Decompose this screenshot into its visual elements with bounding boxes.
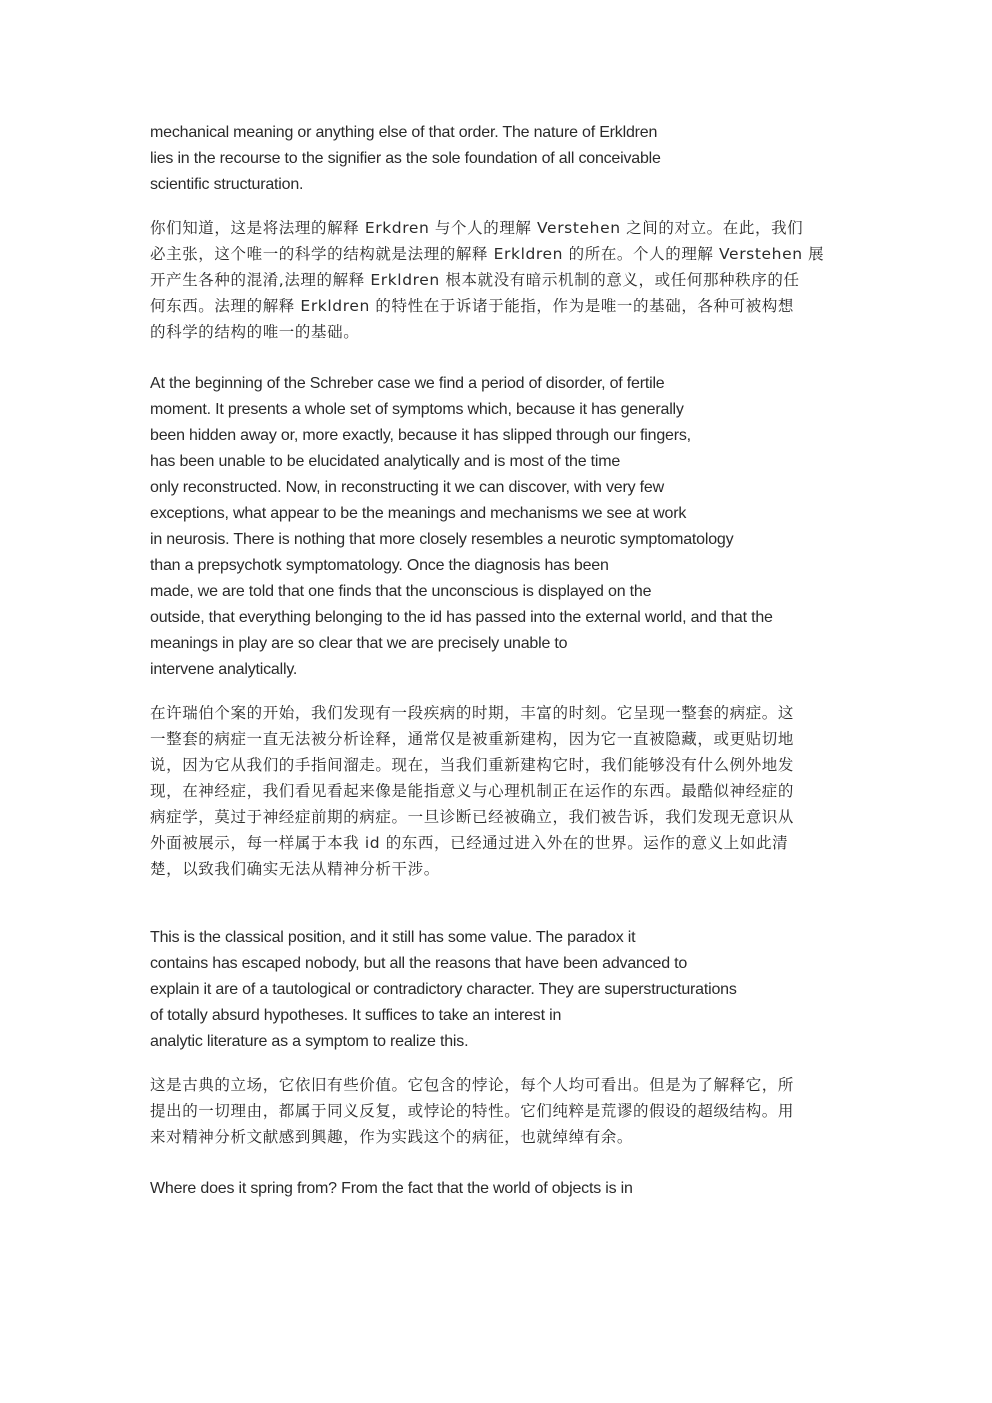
text-line: mechanical meaning or anything else of that order. The nature of Erkldren [150,124,658,141]
paragraph-english-4 [150,1176,844,1202]
paragraph-english-2 [150,371,844,683]
paragraph-gap [150,345,844,371]
text-line: only reconstructed. Now, in reconstructing it we can discover, with very few [150,479,664,496]
text-line: intervene analytically. [150,661,298,678]
text-line: 一整套的病症一直无法被分析诠释，通常仅是被重新建构，因为它一直被隐藏，或更贴切地 [150,730,795,748]
text-line: 必主张，这个唯一的科学的结构就是法理的解释 Erkldren 的所在。个人的理解 Verstehen 展 [150,245,825,263]
text-line: This is the classical position, and it still has some value. The paradox it [150,929,636,946]
text-line: 说，因为它从我们的手指间溜走。现在，当我们重新建构它时，我们能够没有什么例外地发 [150,756,795,774]
text-line: made, we are told that one finds that the unconscious is displayed on the [150,583,652,600]
text-line: lies in the recourse to the signifier as the sole foundation of all conceivable [150,150,661,167]
text-line: 的科学的结构的唯一的基础。 [150,323,360,341]
text-line: 楚，以致我们确实无法从精神分析干涉。 [150,860,440,878]
paragraph-chinese-1 [150,215,844,345]
text-line: 提出的一切理由，都属于同义反复，或悖论的特性。它们纯粹是荒谬的假设的超级结构。用 [150,1102,795,1120]
paragraph-chinese-3 [150,1072,844,1150]
text-line: been hidden away or, more exactly, because it has slipped through our fingers, [150,427,691,444]
text-line: At the beginning of the Schreber case we find a period of disorder, of fertile [150,375,665,392]
text-line: 病症学，莫过于神经症前期的病症。一旦诊断已经被确立，我们被告诉，我们发现无意识从 [150,808,795,826]
paragraph-gap [150,899,844,925]
text-line: 外面被展示，每一样属于本我 id 的东西，已经通过进入外在的世界。运作的意义上如此清 [150,834,789,852]
text-line: has been unable to be elucidated analytically and is most of the time [150,453,621,470]
document-page [150,120,844,1202]
text-line: explain it are of a tautological or contradictory character. They are superstructurations [150,981,737,998]
text-line: 这是古典的立场，它依旧有些价值。它包含的悖论，每个人均可看出。但是为了解释它，所 [150,1076,795,1094]
text-line: than a prepsychotk symptomatology. Once the diagnosis has been [150,557,609,574]
text-line: moment. It presents a whole set of symptoms which, because it has generally [150,401,684,418]
text-line: 现，在神经症，我们看见看起来像是能指意义与心理机制正在运作的东西。最酷似神经症的 [150,782,795,800]
text-line: exceptions, what appear to be the meanings and mechanisms we see at work [150,505,687,522]
paragraph-gap [150,1055,844,1072]
paragraph-gap [150,882,844,899]
text-line: outside, that everything belonging to the id has passed into the external world, and that the [150,609,773,626]
paragraph-chinese-2 [150,700,844,882]
text-line: contains has escaped nobody, but all the reasons that have been advanced to [150,955,688,972]
text-line: 何东西。法理的解释 Erkldren 的特性在于诉诸于能指，作为是唯一的基础，各种可被构想 [150,297,795,315]
text-line: analytic literature as a symptom to realize this. [150,1033,469,1050]
paragraph-gap [150,683,844,700]
text-line: 在许瑞伯个案的开始，我们发现有一段疾病的时期，丰富的时刻。它呈现一整套的病症。这 [150,704,795,722]
text-line: 你们知道，这是将法理的解释 Erkdren 与个人的理解 Verstehen 之间的对立。在此，我们 [150,219,804,237]
text-line: Where does it spring from? From the fact that the world of objects is in [150,1180,633,1197]
paragraph-english-1 [150,120,844,198]
paragraph-english-3 [150,925,844,1055]
text-line: in neurosis. There is nothing that more closely resembles a neurotic symptomatology [150,531,734,548]
paragraph-gap [150,1150,844,1176]
text-line: of totally absurd hypotheses. It suffices to take an interest in [150,1007,562,1024]
text-line: 来对精神分析文献感到興趣，作为实践这个的病征，也就绰绰有余。 [150,1128,634,1146]
text-line: meanings in play are so clear that we are precisely unable to [150,635,568,652]
text-line: scientific structuration. [150,176,304,193]
paragraph-gap [150,198,844,215]
text-line: 开产生各种的混淆,法理的解释 Erkldren 根本就没有暗示机制的意义，或任何那种秩序的任 [150,271,800,289]
